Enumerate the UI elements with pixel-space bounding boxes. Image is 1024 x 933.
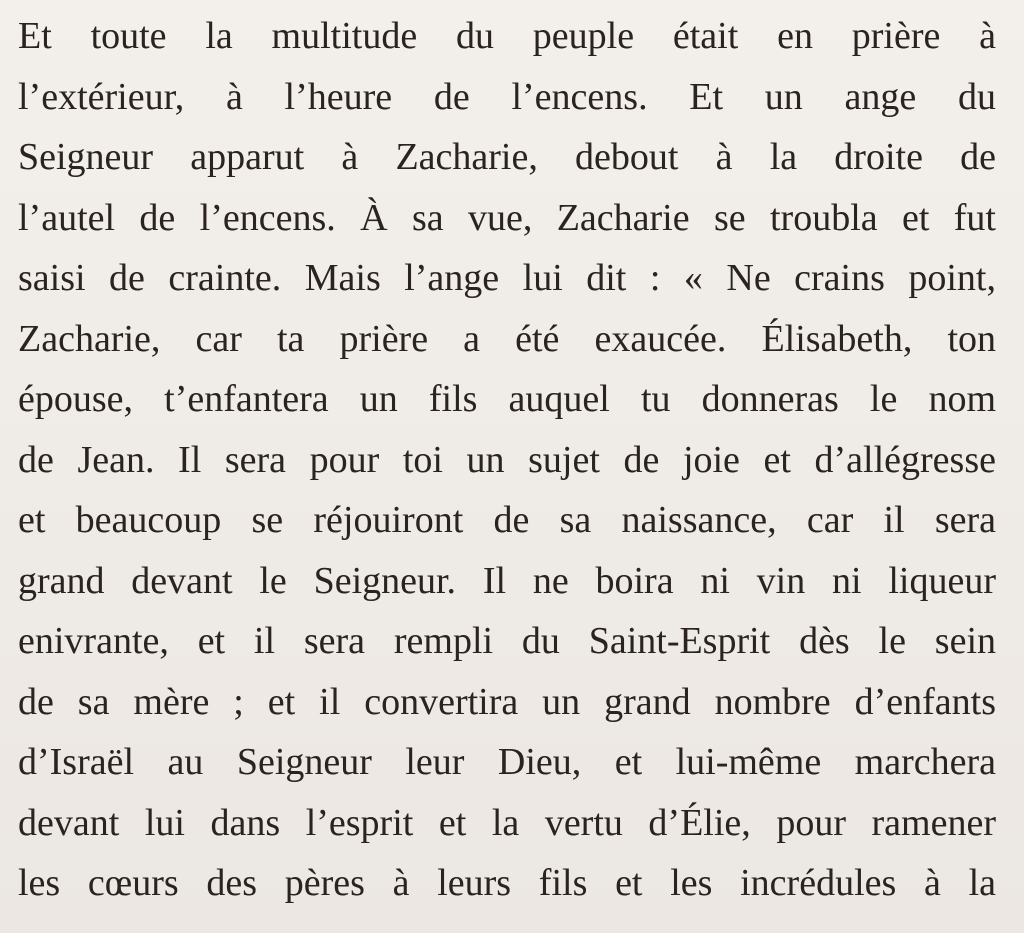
- text-line: les cœurs des pères à leurs fils et les incrédules à la: [18, 862, 996, 904]
- text-line: et beaucoup se réjouiront de sa naissance, car il sera: [18, 499, 996, 541]
- text-line: d’Israël au Seigneur leur Dieu, et lui-même marchera: [18, 741, 996, 783]
- text-line: épouse, t’enfantera un fils auquel tu donneras le nom: [18, 378, 996, 420]
- text-line: l’extérieur, à l’heure de l’encens. Et un ange du: [18, 75, 996, 118]
- text-line: Et toute la multitude du peuple était en prière à: [18, 15, 996, 57]
- text-line: Seigneur apparut à Zacharie, debout à la droite de: [18, 136, 996, 178]
- text-line: grand devant le Seigneur. Il ne boira ni vin ni liqueur: [18, 559, 996, 602]
- text-line: devant lui dans l’esprit et la vertu d’Élie, pour ramener: [18, 801, 996, 844]
- text-line: l’autel de l’encens. À sa vue, Zacharie se troubla et fut: [18, 196, 996, 239]
- text-line: enivrante, et il sera rempli du Saint-Esprit dès le sein: [18, 620, 996, 662]
- body-text: [18, 6, 996, 914]
- text-line: de Jean. Il sera pour toi un sujet de joie et d’allégresse: [18, 438, 996, 481]
- text-line: de sa mère ; et il convertira un grand nombre d’enfants: [18, 680, 996, 723]
- text-line: Zacharie, car ta prière a été exaucée. Élisabeth, ton: [18, 317, 996, 360]
- text-line: saisi de crainte. Mais l’ange lui dit : « Ne crains point,: [18, 257, 996, 299]
